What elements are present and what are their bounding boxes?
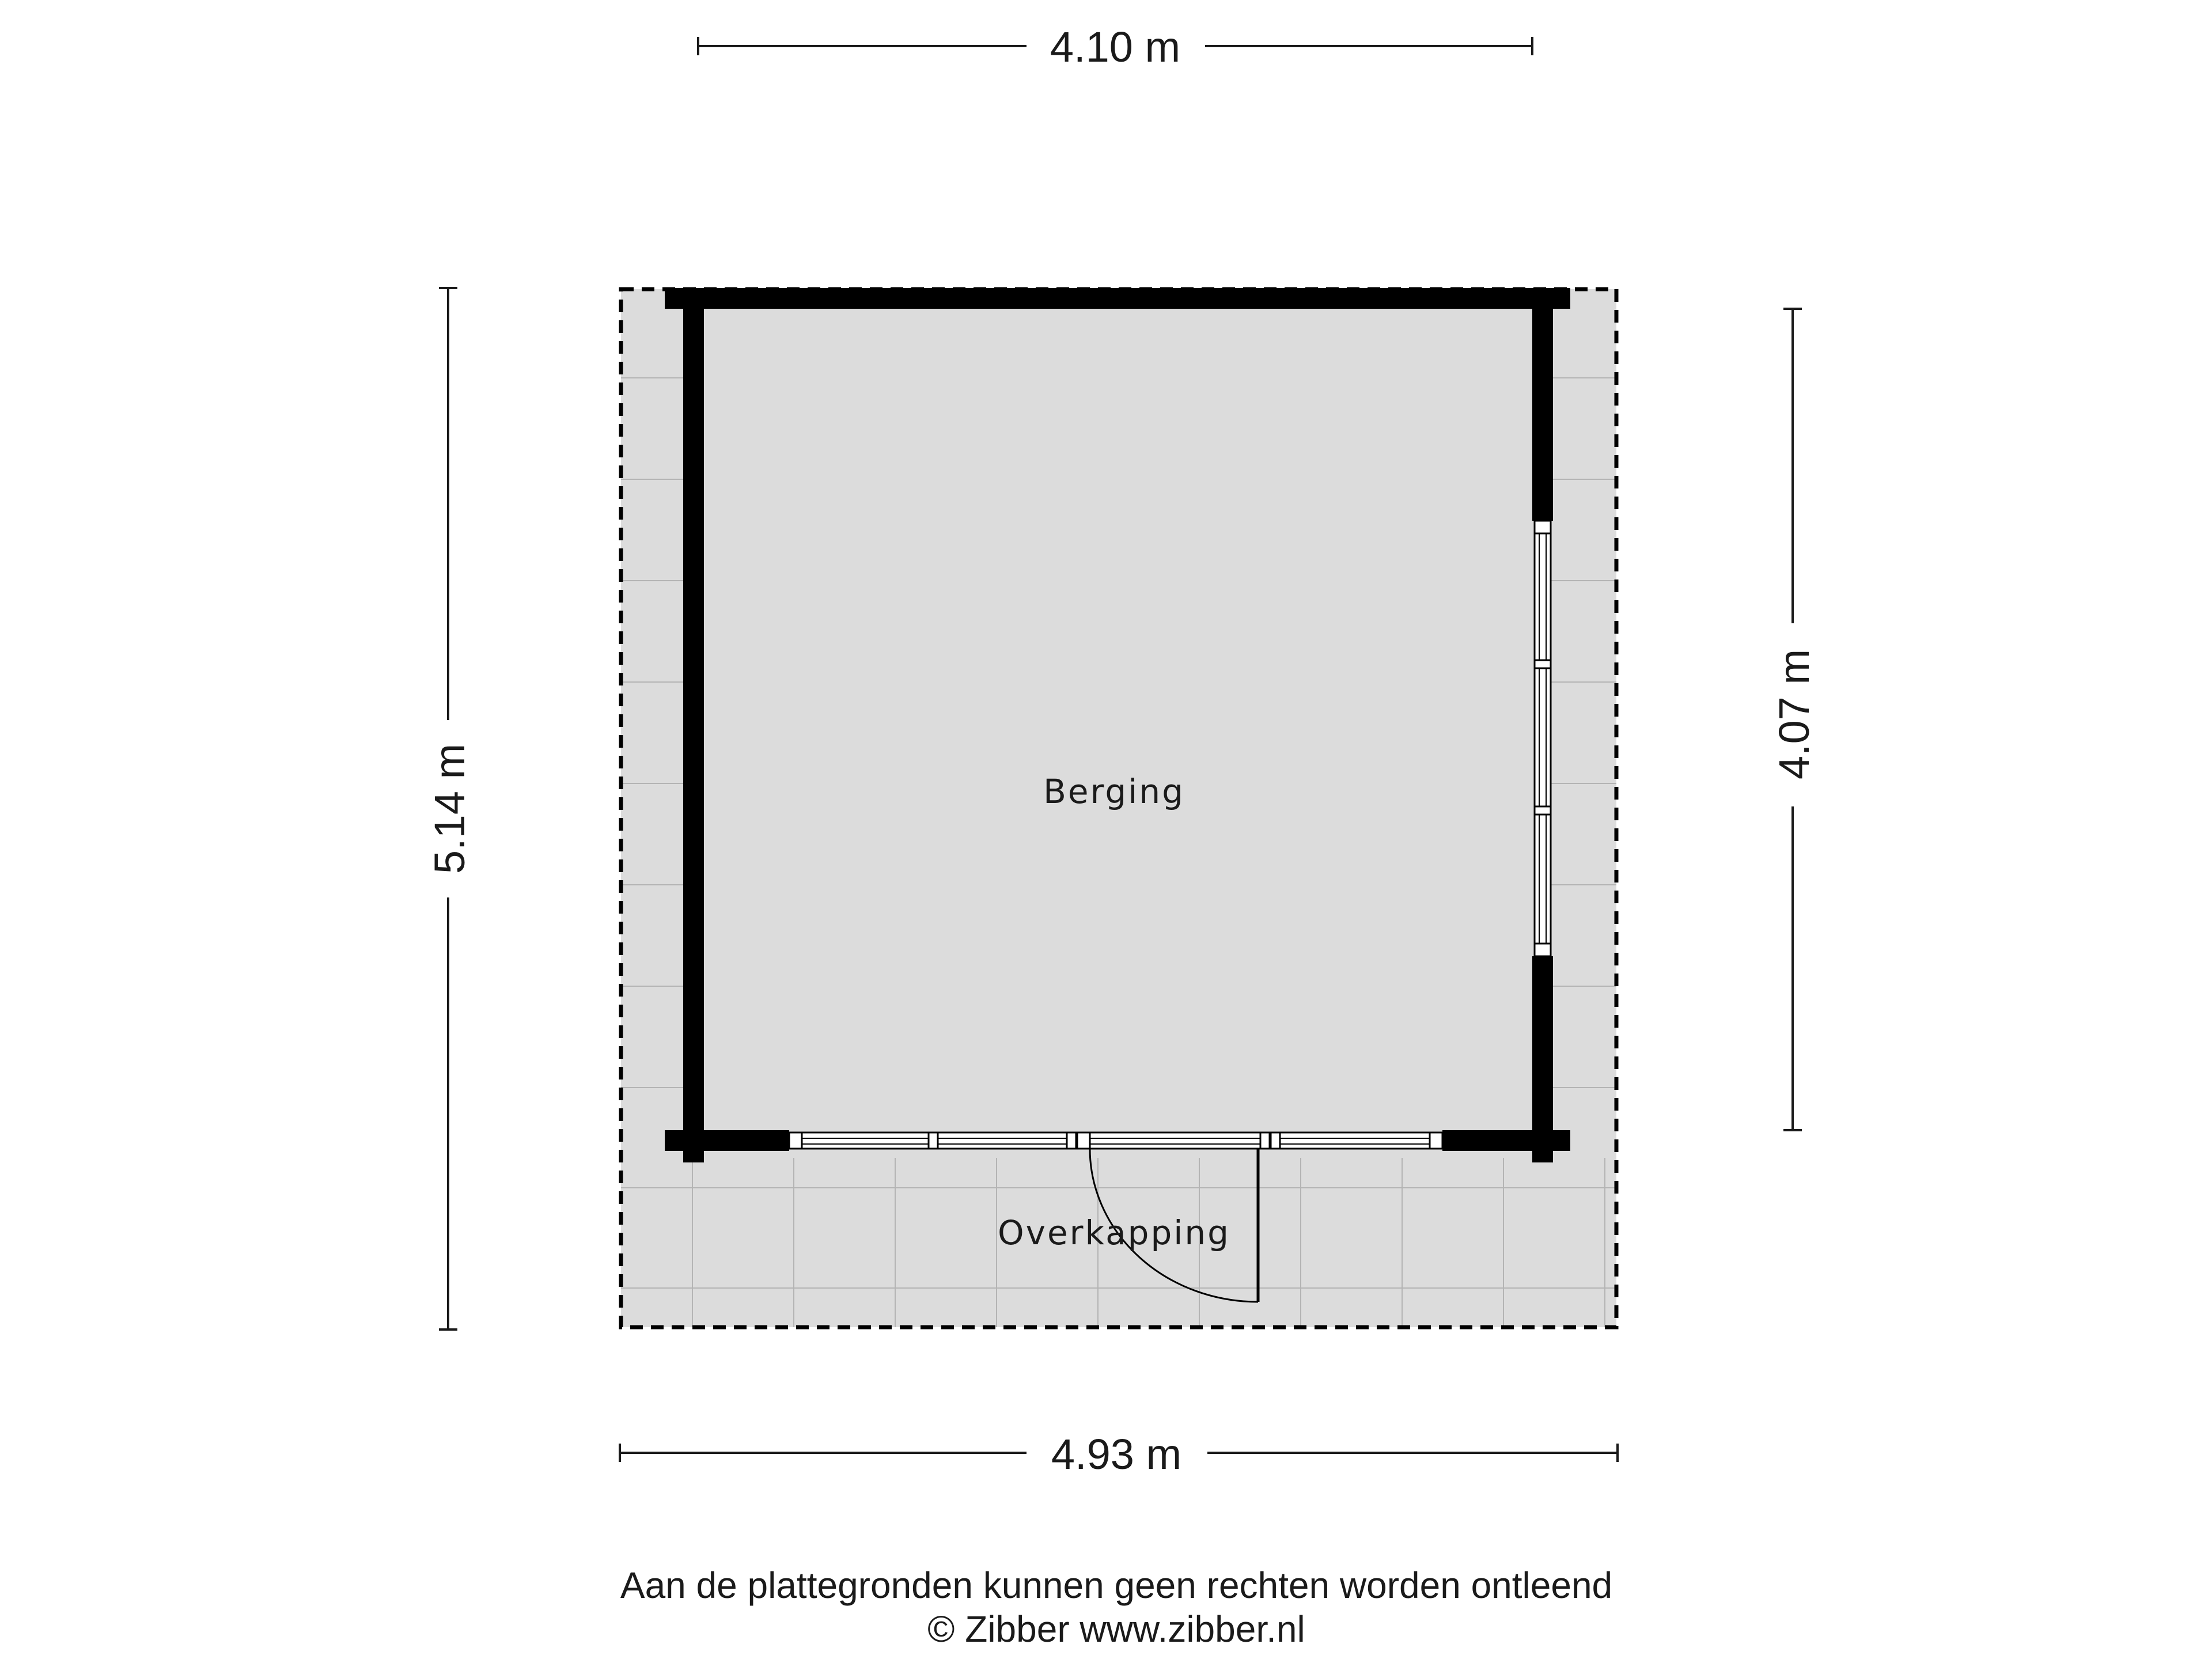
wall-top (665, 288, 1570, 309)
canopy-label: Overkapping (998, 1213, 1230, 1252)
bottom-dimension (620, 1430, 1618, 1478)
right-window (1535, 521, 1551, 956)
left-height-label: 5.14 m (426, 743, 474, 874)
wall-right-upper (1532, 288, 1553, 521)
wall-bottom-left (665, 1130, 789, 1151)
storage-room-label: Berging (1043, 772, 1185, 811)
left-dimension (426, 288, 474, 1330)
copyright-text: © Zibber www.zibber.nl (927, 1608, 1305, 1650)
top-width-label: 4.10 m (1050, 23, 1181, 71)
bottom-width-label: 4.93 m (1051, 1430, 1182, 1478)
storage-room-floor (703, 306, 1535, 1131)
right-dimension (1770, 309, 1818, 1130)
disclaimer-text: Aan de plattegronden kunnen geen rechten worden ontleend (620, 1565, 1613, 1606)
front-glazing (789, 1132, 1442, 1149)
wall-bottom-right (1442, 1130, 1570, 1151)
wall-left (683, 288, 704, 1162)
top-dimension (698, 23, 1532, 71)
right-height-label: 4.07 m (1770, 649, 1818, 780)
